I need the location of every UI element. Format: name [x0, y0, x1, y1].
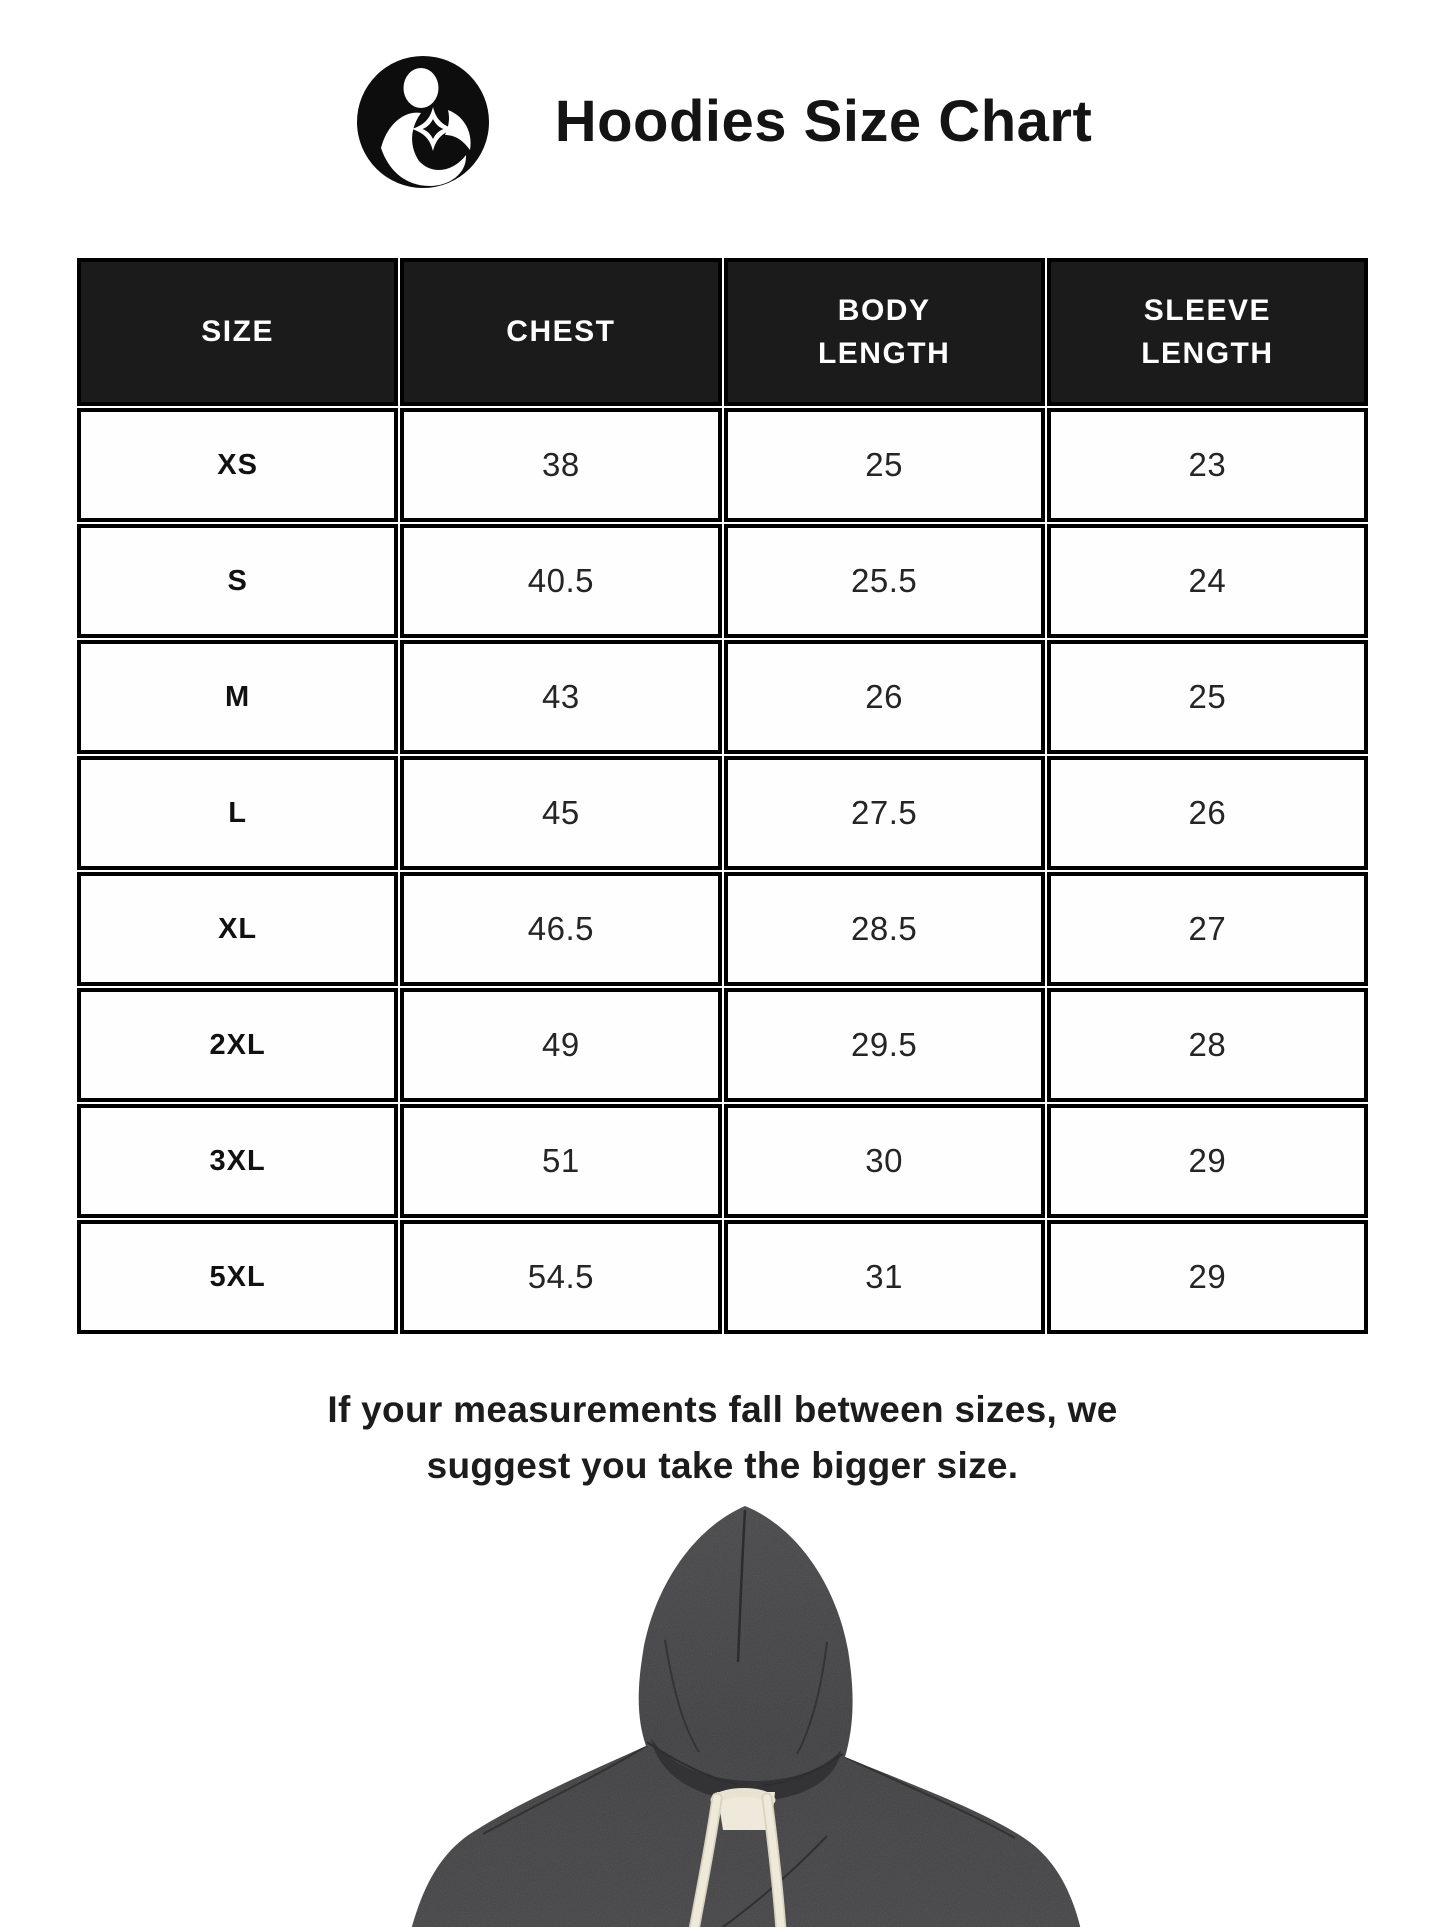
size-label: S — [77, 524, 398, 638]
body-length-value: 25.5 — [724, 524, 1045, 638]
table-row — [77, 1104, 1368, 1218]
body-length-value: 25 — [724, 408, 1045, 522]
sleeve-length-value: 25 — [1047, 640, 1368, 754]
table-row — [77, 756, 1368, 870]
size-label: 5XL — [77, 1220, 398, 1334]
sleeve-length-value: 26 — [1047, 756, 1368, 870]
table-row — [77, 1220, 1368, 1334]
chest-value: 43 — [400, 640, 721, 754]
table-row — [77, 988, 1368, 1102]
chest-value: 54.5 — [400, 1220, 721, 1334]
page-title: Hoodies Size Chart — [554, 89, 1093, 154]
sizing-note-line2: suggest you take the bigger size. — [426, 1445, 1019, 1486]
size-table — [75, 256, 1370, 1336]
sleeve-length-value: 24 — [1047, 524, 1368, 638]
column-header-sleeve-length: SLEEVE LENGTH — [1047, 258, 1368, 406]
hoodie-product-image — [365, 1500, 1125, 1927]
size-label: XS — [77, 408, 398, 522]
sizing-note — [0, 1382, 1445, 1494]
size-label: 3XL — [77, 1104, 398, 1218]
body-length-value: 26 — [724, 640, 1045, 754]
size-label: XL — [77, 872, 398, 986]
table-row — [77, 640, 1368, 754]
chest-value: 49 — [400, 988, 721, 1102]
chest-value: 40.5 — [400, 524, 721, 638]
size-label: M — [77, 640, 398, 754]
table-row — [77, 872, 1368, 986]
table-row — [77, 524, 1368, 638]
brand-logo-icon — [353, 52, 493, 192]
sizing-note-line1: If your measurements fall between sizes, we — [327, 1389, 1118, 1430]
chest-value: 51 — [400, 1104, 721, 1218]
sleeve-length-value: 27 — [1047, 872, 1368, 986]
table-header-row — [77, 258, 1368, 406]
column-header-size: SIZE — [77, 258, 398, 406]
sleeve-length-value: 23 — [1047, 408, 1368, 522]
body-length-value: 27.5 — [724, 756, 1045, 870]
chest-value: 45 — [400, 756, 721, 870]
sleeve-length-value: 29 — [1047, 1104, 1368, 1218]
table-row — [77, 408, 1368, 522]
brand-header — [0, 0, 1445, 192]
body-length-value: 31 — [724, 1220, 1045, 1334]
sleeve-length-value: 29 — [1047, 1220, 1368, 1334]
chest-value: 46.5 — [400, 872, 721, 986]
chest-value: 38 — [400, 408, 721, 522]
size-label: 2XL — [77, 988, 398, 1102]
body-length-value: 30 — [724, 1104, 1045, 1218]
body-length-value: 28.5 — [724, 872, 1045, 986]
sleeve-length-value: 28 — [1047, 988, 1368, 1102]
size-label: L — [77, 756, 398, 870]
column-header-chest: CHEST — [400, 258, 721, 406]
column-header-body-length: BODY LENGTH — [724, 258, 1045, 406]
body-length-value: 29.5 — [724, 988, 1045, 1102]
